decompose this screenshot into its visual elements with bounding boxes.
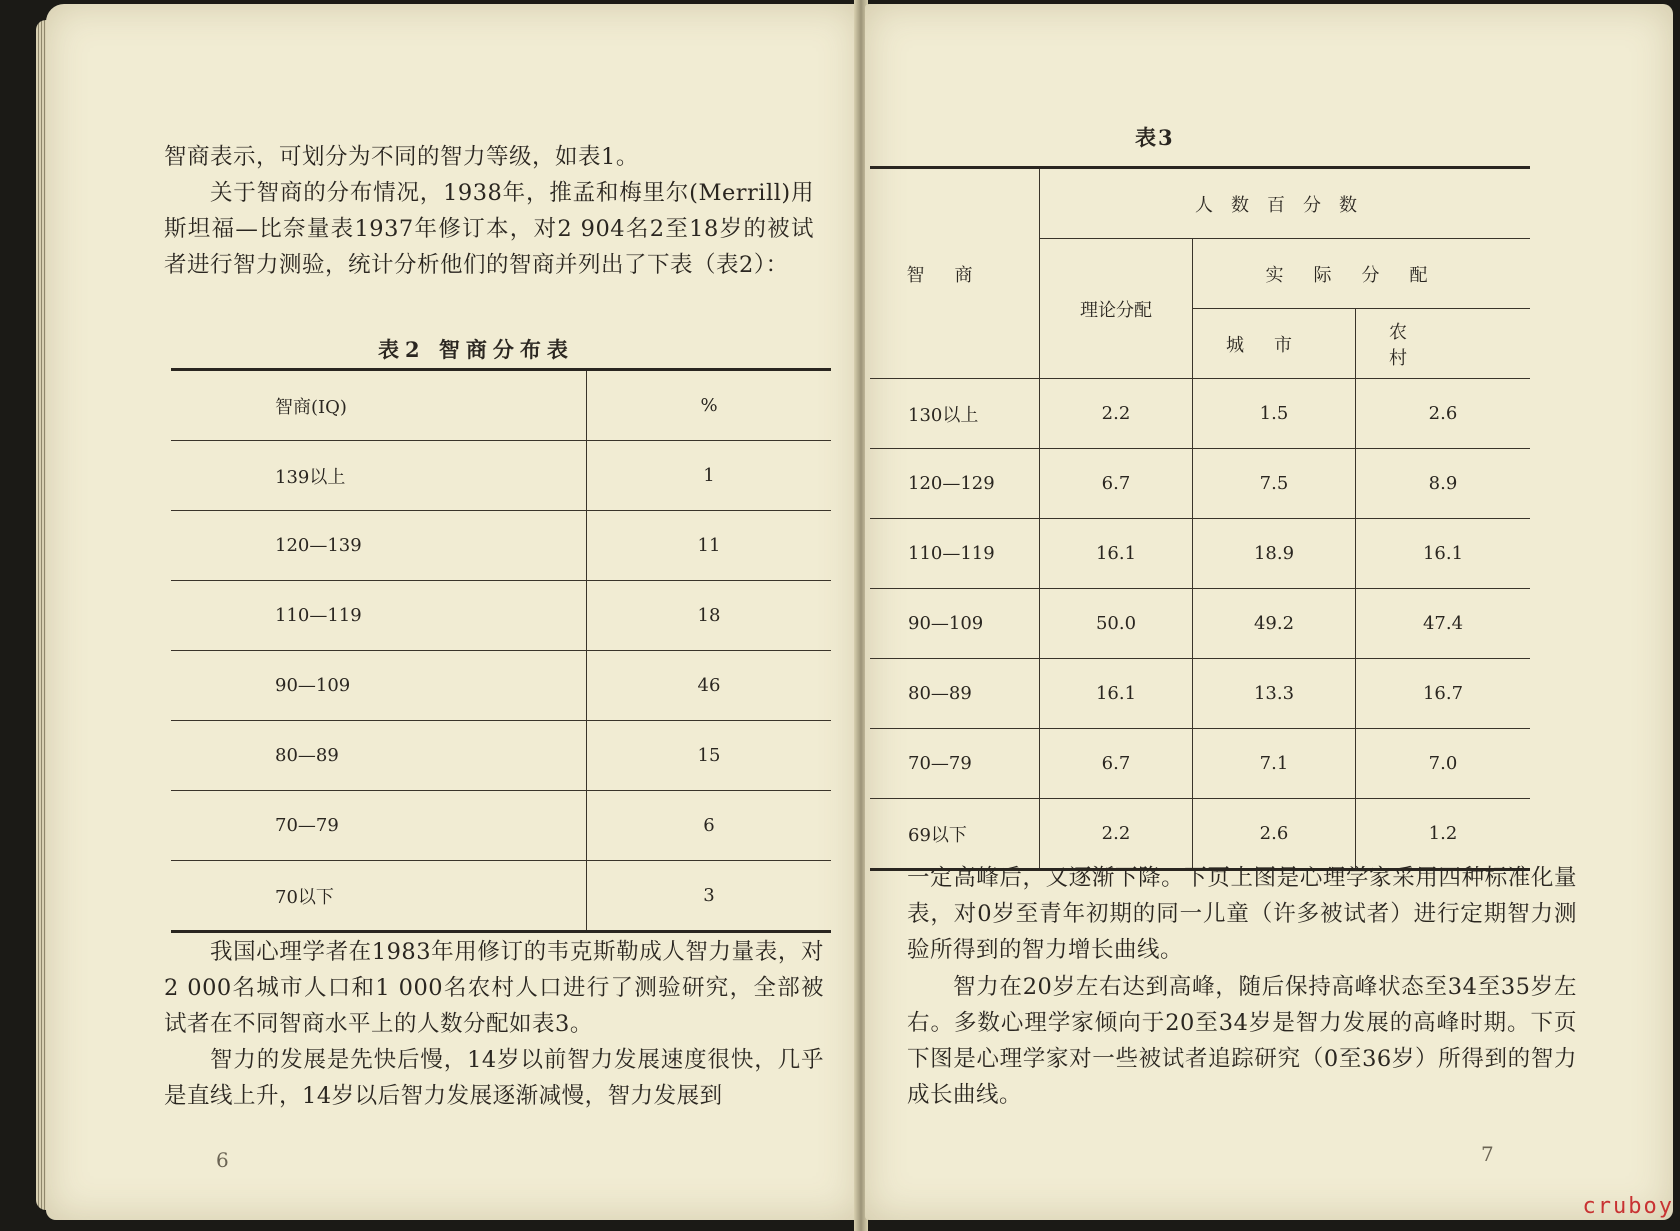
- table2-percent: 18: [587, 581, 832, 651]
- table2-caption: 表2 智商分布表: [378, 337, 574, 362]
- table3-header-actual: 实际分配: [1193, 239, 1531, 309]
- table3-theory: 6.7: [1040, 449, 1193, 519]
- table2-iq: 110—119: [171, 581, 587, 651]
- table3-theory: 6.7: [1040, 729, 1193, 799]
- table3-header-city: 城市: [1193, 309, 1356, 379]
- right-page: [865, 4, 1673, 1220]
- table-row: [870, 449, 1530, 519]
- page-number-right: 7: [1481, 1142, 1494, 1166]
- table2-percent: 46: [587, 651, 832, 721]
- page-number-left: 6: [216, 1148, 229, 1172]
- table2-iq: 70以下: [171, 861, 587, 932]
- table3-theory: 16.1: [1040, 519, 1193, 589]
- left-para-2: 关于智商的分布情况，1938年，推孟和梅里尔(Merrill)用斯坦福—比奈量表1937年修订本，对2 904名2至18岁的被试者进行智力测验，统计分析他们的智商并列出了下表（表2）：: [164, 180, 814, 278]
- table3-city: 49.2: [1193, 589, 1356, 659]
- watermark: cruboy: [1582, 1194, 1674, 1219]
- table3-iq: 69以下: [870, 799, 1040, 870]
- table2-percent: 3: [587, 861, 832, 932]
- table-row: [870, 519, 1530, 589]
- table3-caption: 表3: [1135, 125, 1175, 150]
- table3-rural: 47.4: [1356, 589, 1531, 659]
- table3-rural: 8.9: [1356, 449, 1531, 519]
- table3-iq: 70—79: [870, 729, 1040, 799]
- left-para-3: 我国心理学者在1983年用修订的韦克斯勒成人智力量表，对2 000名城市人口和1 000名农村人口进行了测验研究，全部被试者在不同智商水平上的人数分配如表3。: [164, 939, 824, 1037]
- right-para-2: 智力在20岁左右达到高峰，随后保持高峰状态至34至35岁左右。多数心理学家倾向于20至34岁是智力发展的高峰时期。下页下图是心理学家对一些被试者追踪研究（0至36岁）所得到的智力成长曲线。: [907, 974, 1577, 1108]
- table-row: [870, 659, 1530, 729]
- table3-theory: 16.1: [1040, 659, 1193, 729]
- table3-city: 18.9: [1193, 519, 1356, 589]
- table3-rural: 2.6: [1356, 379, 1531, 449]
- table-row: [870, 589, 1530, 659]
- table2-percent: 11: [587, 511, 832, 581]
- table3-header-rural: 农村: [1356, 309, 1531, 379]
- table2-header-row: [171, 370, 831, 441]
- table-row: [171, 511, 831, 581]
- table-row: [870, 799, 1530, 870]
- table3-iq: 120—129: [870, 449, 1040, 519]
- table3-city: 13.3: [1193, 659, 1356, 729]
- left-para-1: 智商表示，可划分为不同的智力等级，如表1。: [164, 144, 639, 170]
- table2-header-iq: 智商(IQ): [171, 370, 587, 441]
- table3: [870, 166, 1530, 871]
- left-para-4: 智力的发展是先快后慢，14岁以前智力发展速度很快，几乎是直线上升，14岁以后智力发展逐渐减慢，智力发展到: [164, 1047, 824, 1109]
- table2-percent: 1: [587, 441, 832, 511]
- table2-iq: 70—79: [171, 791, 587, 861]
- table3-city: 7.5: [1193, 449, 1356, 519]
- table3-iq: 130以上: [870, 379, 1040, 449]
- table-row: [171, 721, 831, 791]
- table3-iq: 80—89: [870, 659, 1040, 729]
- table-row: [171, 791, 831, 861]
- table3-iq: 90—109: [870, 589, 1040, 659]
- table2-iq: 120—139: [171, 511, 587, 581]
- table3-city: 7.1: [1193, 729, 1356, 799]
- open-book: [18, 0, 1680, 1231]
- table3-theory: 2.2: [1040, 379, 1193, 449]
- table3-theory: 50.0: [1040, 589, 1193, 659]
- table3-rural: 1.2: [1356, 799, 1531, 870]
- table3-theory: 2.2: [1040, 799, 1193, 870]
- table3-rural: 16.1: [1356, 519, 1531, 589]
- table-row: [171, 441, 831, 511]
- table2-iq: 80—89: [171, 721, 587, 791]
- table3-rural: 16.7: [1356, 659, 1531, 729]
- left-page: [46, 4, 860, 1220]
- table2-iq: 139以上: [171, 441, 587, 511]
- table2-percent: 15: [587, 721, 832, 791]
- table3-header-theory: 理论分配: [1040, 239, 1193, 379]
- table3-header-iq: 智商: [870, 168, 1040, 379]
- table2-header-percent: %: [700, 395, 718, 416]
- table2: [171, 368, 831, 933]
- right-para-1: 一定高峰后，又逐渐下降。下页上图是心理学家采用四种标准化量表，对0岁至青年初期的同一儿童（许多被试者）进行定期智力测验所得到的智力增长曲线。: [907, 865, 1577, 963]
- table2-iq: 90—109: [171, 651, 587, 721]
- table3-iq: 110—119: [870, 519, 1040, 589]
- table3-header-row-1: [870, 168, 1530, 239]
- table-row: [870, 379, 1530, 449]
- table-row: [171, 581, 831, 651]
- table3-rural: 7.0: [1356, 729, 1531, 799]
- table3-city: 2.6: [1193, 799, 1356, 870]
- table-row: [171, 861, 831, 932]
- table2-percent: 6: [587, 791, 832, 861]
- table3-header-group: 人数百分数: [1040, 168, 1531, 239]
- table-row: [870, 729, 1530, 799]
- table3-city: 1.5: [1193, 379, 1356, 449]
- table-row: [171, 651, 831, 721]
